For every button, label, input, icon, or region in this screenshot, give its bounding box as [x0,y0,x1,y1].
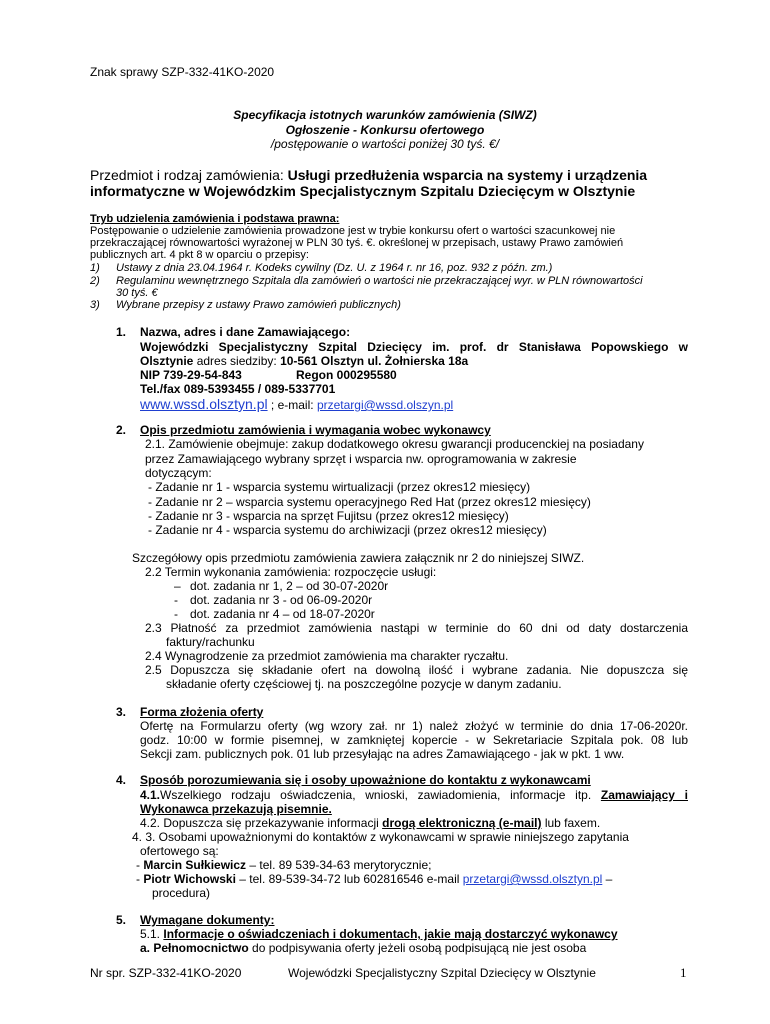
address-value: 10-561 Olsztyn ul. Żołnierska 18a [280,354,469,368]
mode-line-2: przekraczającej równowartości wyrażonej w PLN 30 tyś. €. określonej w przepisach, ustawy Prawo zamówień [90,237,624,249]
mode-line-3: publicznych art. 4 pkt 8 w oparciu o przepisy: [90,249,309,261]
s3-line-1: Ofertę na Formularzu oferty (wg wzory zał. nr 1) należ złożyć w terminie do dnia 17-06-2020r. [140,719,688,733]
section-4-heading: Sposób porozumiewania się i osoby upoważnione do kontaktu z wykonawcami [140,773,591,787]
section-2-number: 2. [116,423,127,437]
p25-line-1: 2.5 Dopuszcza się składanie ofert na dowolną ilość i wybrane zadania. Nie dopuszcza się [145,663,688,677]
p21-line-2: przez Zamawiającego wybrany sprzęt i wsparcia nw. oprogramowania w zakresie [145,452,577,466]
date-bullet-2: - [174,593,178,607]
p51-a-text: do podpisywania oferty jeżeli osobą podpisującą nie jest osoba [248,941,587,955]
p41-bold: Zamawiający i [600,788,688,802]
task-2: - Zadanie nr 2 – wsparcia systemu operacyjnego Red Hat (przez okres12 miesięcy) [148,495,591,509]
section-1-number: 1. [116,325,127,339]
subject-label: Przedmiot i rodzaj zamówienia: [90,167,288,183]
contact-1-details: – tel. 89 539-34-63 merytorycznie; [246,858,432,872]
section-5-heading: Wymagane dokumenty: [140,913,275,927]
p51-number: 5.1. [140,927,164,941]
section-1-heading: Nazwa, adres i dane Zamawiającego: [140,325,351,339]
date-bullet-1: – [174,579,181,593]
section-3-heading: Forma złożenia oferty [140,705,264,719]
footer-hospital: Wojewódzki Specjalistyczny Szpital Dziecięcy w Olsztynie [288,966,596,980]
p42 [140,816,600,831]
email-label: ; e-mail: [267,398,317,412]
section-5-number: 5. [116,913,127,927]
contact-2-name: Piotr Wichowski [143,872,236,886]
subject-title-part-2: informatyczne w Wojewódzkim Specjalistycznym Szpitalu Dziecięcym w Olsztynie [90,183,636,199]
nip-number: NIP 739-29-54-843 [140,368,242,382]
date-1: dot. zadania nr 1, 2 – od 30-07-2020r [190,579,389,593]
law-item-3-num: 3) [90,299,100,311]
p42-pre: 4.2. Dopuszcza się przekazywanie informacji [140,816,383,830]
law-item-2-cont: 30 tyś. € [116,287,158,299]
p23-line-1: 2.3 Płatność za przedmiot zamówienia nastąpi w terminie do 60 dni od daty dostarczenia [145,621,688,635]
contact-links [140,396,453,414]
p51-text: Informacje o oświadczeniach i dokumentach, jakie mają dostarczyć wykonawcy [163,927,618,941]
contact-2 [136,872,612,887]
p41-line-2: Wykonawca przekazują pisemnie. [140,802,332,816]
law-item-3: Wybrane przepisy z ustawy Prawo zamówień publicznych) [116,299,401,311]
law-item-2-num: 2) [90,275,100,287]
footer-ref: Nr spr. SZP-332-41KO-2020 [90,966,242,980]
p43-line-1: 4. 3. Osobami upoważnionymi do kontaktów z wykonawcami w sprawie niniejszego zapytania [132,830,629,844]
p25-line-2: składanie oferty częściowej tj. na poszczególne pozycje w danym zadaniu. [166,677,562,691]
p51-a [140,941,586,956]
law-item-1: Ustawy z dnia 23.04.1964 r. Kodeks cywilny (Dz. U. z 1964 r. nr 16, poz. 932 z późn. zm.) [116,262,553,274]
p22-term: 2.2 Termin wykonania zamówienia: rozpoczęcie usługi: [145,565,437,579]
title-line-2: Ogłoszenie - Konkursu ofertowego [285,123,485,137]
contact-2-line-2: procedura) [152,886,211,900]
contact-1-dash: - [136,858,144,872]
p23-line-2: faktury/rachunku [166,635,255,649]
case-number: Znak sprawy SZP-332-41KO-2020 [90,65,275,79]
contact-2-email-link[interactable]: przetargi@wssd.olsztyn.pl [462,872,603,886]
date-3: dot. zadania nr 4 – od 18-07-2020r [190,607,375,621]
p21-line-1: 2.1. Zamówienie obejmuje: zakup dodatkowego okresu gwarancji producenckiej na posiadany [145,437,644,451]
p51-a-bold: a. Pełnomocnictwo [140,941,249,955]
p51 [140,927,618,942]
date-bullet-3: - [174,607,178,621]
zamawiajacy-name-line-1: Wojewódzki Specjalistyczny Szpital Dziecięcy im. prof. dr Stanisława Popowskiego w [140,340,688,354]
law-item-1-num: 1) [90,262,100,274]
details-note: Szczegółowy opis przedmiotu zamówienia zawiera załącznik nr 2 do niniejszej SIWZ. [132,551,585,565]
mode-heading: Tryb udzielenia zamówienia i podstawa prawna: [90,213,340,225]
page-number: 1 [680,965,687,980]
p21-line-3: dotyczącym: [145,466,212,480]
task-4: - Zadanie nr 4 - wsparcia systemu do archiwizacji (przez okres12 miesięcy) [148,523,547,537]
law-item-2: Regulaminu wewnętrznego Szpitala dla zamówień o wartości nie przekraczającej wyr. w PLN równowartości [116,275,643,287]
p41-line-1 [140,788,688,803]
p41-text: Wszelkiego rodzaju oświadczenia, wnioski, zawiadomienia, informacje itp. [160,788,601,802]
task-1: - Zadanie nr 1 - wsparcia systemu wirtualizacji (przez okres12 miesięcy) [148,480,531,494]
subject-title-part-1: Usługi przedłużenia wsparcia na systemy i urządzenia [287,167,648,183]
p41-number: 4.1. [140,788,161,802]
date-2: dot. zadania nr 3 - od 06-09-2020r [190,593,373,607]
contact-1-name: Marcin Sułkiewicz [143,858,247,872]
website-link[interactable]: www.wssd.olsztyn.pl [140,396,268,412]
subject-line-1 [90,167,647,184]
email-link[interactable]: przetargi@wssd.olszyn.pl [316,398,454,412]
regon-number: Regon 000295580 [296,368,397,382]
task-3: - Zadanie nr 3 - wsparcia na sprzęt Fujitsu (przez okres12 miesięcy) [148,509,509,523]
contact-2-details: – tel. 89-539-34-72 lub 602816546 e-mail [235,872,463,886]
p42-bold: drogą elektroniczną (e-mail) [382,816,542,830]
contact-2-dash: - [136,872,144,886]
section-4-number: 4. [116,773,127,787]
p24: 2.4 Wynagrodzenie za przedmiot zamówienia ma charakter ryczałtu. [145,649,509,663]
p43-line-2: ofertowego są: [140,844,219,858]
p42-post: lub faxem. [541,816,601,830]
zamawiajacy-address [140,354,468,369]
zamawiajacy-city: Olsztynie [140,354,194,368]
contact-2-end: – [602,872,613,886]
section-2-heading: Opis przedmiotu zamówienia i wymagania wobec wykonawcy [140,423,491,437]
title-line-3: /postępowanie o wartości poniżej 30 tyś. €/ [270,137,500,151]
title-line-1: Specyfikacja istotnych warunków zamówienia (SIWZ) [233,108,537,122]
mode-line-1: Postępowanie o udzielenie zamówienia prowadzone jest w trybie konkursu ofert o wartości szacunkowej nie [90,225,616,237]
section-3-number: 3. [116,705,127,719]
contact-1 [136,858,431,873]
s3-line-2: godz. 10:00 w formie pisemnej, w zamkniętej kopercie - w Sekretariacie Szpitala pok. 08 lub [140,733,688,747]
tel-fax: Tel./fax 089-5393455 / 089-5337701 [140,382,336,396]
address-label: adres siedziby: [193,354,281,368]
s3-line-3: Sekcji zam. publicznych pok. 01 lub przesyłając na adres Zamawiającego - jak w pkt. 1 ww. [140,747,625,761]
